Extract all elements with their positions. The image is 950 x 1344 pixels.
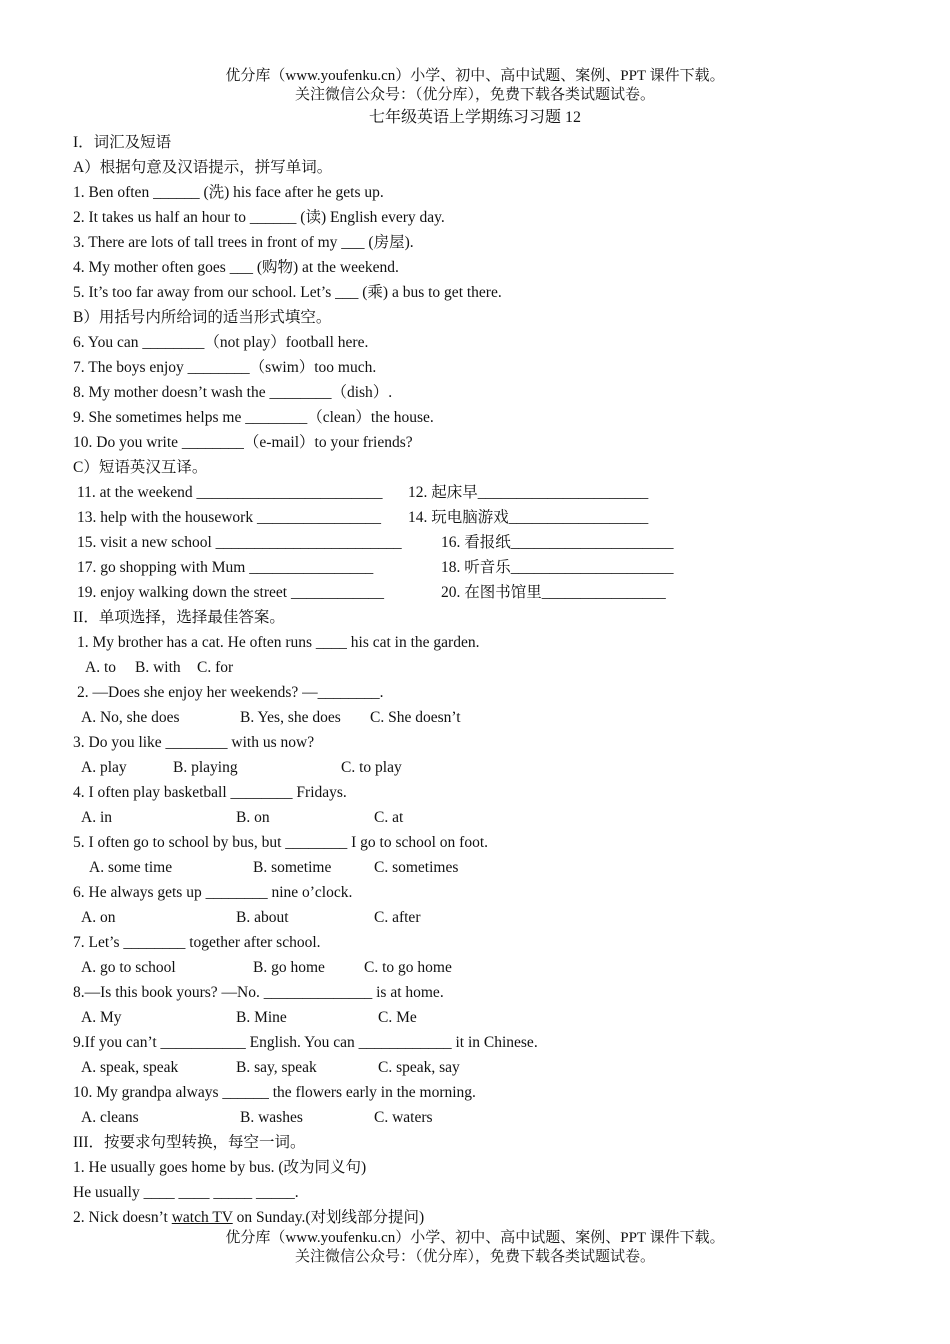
mc-question: 9.If you can’t ___________ English. You can ____________ it in Chinese.	[73, 1034, 538, 1051]
option-b: B. with	[135, 659, 181, 676]
option-a: A. in	[81, 809, 112, 826]
phrase-right: 12. 起床早______________________	[408, 484, 649, 501]
question-item: 8. My mother doesn’t wash the ________（dish）.	[73, 384, 393, 401]
footer-line-1: 优分库（www.youfenku.cn）小学、初中、高中试题、案例、PPT 课件下载。	[225, 1230, 725, 1246]
option-a: A. My	[81, 1009, 122, 1026]
header-line-1: 优分库（www.youfenku.cn）小学、初中、高中试题、案例、PPT 课件下载。	[225, 68, 725, 84]
question-item: 4. My mother often goes ___ (购物) at the weekend.	[73, 259, 399, 276]
mc-question: 1. My brother has a cat. He often runs ____ his cat in the garden.	[77, 634, 480, 651]
option-b: B. go home	[253, 959, 325, 976]
subsection-c-heading: C）短语英汉互译。	[73, 459, 208, 476]
question-item: 9. She sometimes helps me ________（clean）the house.	[73, 409, 434, 426]
phrase-right: 20. 在图书馆里________________	[441, 584, 666, 601]
option-c: C. sometimes	[374, 859, 459, 876]
section-heading-2: II．单项选择，选择最佳答案。	[73, 609, 285, 626]
phrase-right: 16. 看报纸_____________________	[441, 534, 674, 551]
question-item: 2. It takes us half an hour to ______ (读) English every day.	[73, 209, 445, 226]
option-c: C. at	[374, 809, 404, 826]
mc-question: 10. My grandpa always ______ the flowers early in the morning.	[73, 1084, 476, 1101]
section-heading-1: I．词汇及短语	[73, 134, 172, 151]
option-b: B. playing	[173, 759, 238, 776]
phrase-right: 18. 听音乐_____________________	[441, 559, 674, 576]
subsection-b-heading: B）用括号内所给词的适当形式填空。	[73, 309, 332, 326]
mc-question: 2. —Does she enjoy her weekends? —________.	[77, 684, 384, 701]
option-b: B. sometime	[253, 859, 332, 876]
option-c: C. to play	[341, 759, 402, 776]
question-item: 10. Do you write ________（e-mail）to your friends?	[73, 434, 413, 451]
option-a: A. on	[81, 909, 116, 926]
transform-question	[73, 1208, 424, 1228]
question-item: 5. It’s too far away from our school. Let’s ___ (乘) a bus to get there.	[73, 284, 502, 301]
option-b: B. Mine	[236, 1009, 287, 1026]
mc-question: 7. Let’s ________ together after school.	[73, 934, 321, 951]
option-c: C. after	[374, 909, 421, 926]
option-c: C. for	[197, 659, 234, 676]
option-b: B. about	[236, 909, 289, 926]
option-a: A. No, she does	[81, 709, 180, 726]
option-c: C. She doesn’t	[370, 709, 461, 726]
option-a: A. to	[85, 659, 116, 676]
option-a: A. cleans	[81, 1109, 139, 1126]
option-c: C. speak, say	[378, 1059, 460, 1076]
phrase-left: 19. enjoy walking down the street ____________	[77, 584, 384, 601]
underlined-phrase: watch TV	[171, 1209, 233, 1226]
option-c: C. Me	[378, 1009, 417, 1026]
question-text: 2. Nick doesn’t	[73, 1209, 172, 1226]
transform-question: 1. He usually goes home by bus. (改为同义句)	[73, 1159, 367, 1176]
question-item: 3. There are lots of tall trees in front of my ___ (房屋).	[73, 234, 414, 251]
option-a: A. play	[81, 759, 127, 776]
transform-answer-line: He usually ____ ____ _____ _____.	[73, 1184, 299, 1201]
option-c: C. to go home	[364, 959, 452, 976]
mc-question: 8.—Is this book yours? —No. ______________ is at home.	[73, 984, 444, 1001]
option-b: B. Yes, she does	[240, 709, 341, 726]
option-b: B. washes	[240, 1109, 303, 1126]
option-b: B. on	[236, 809, 270, 826]
phrase-left: 11. at the weekend ________________________	[77, 484, 383, 501]
option-a: A. some time	[89, 859, 173, 876]
option-b: B. say, speak	[236, 1059, 317, 1076]
footer-line-2: 关注微信公众号：（优分库），免费下载各类试题试卷。	[294, 1249, 655, 1265]
mc-question: 3. Do you like ________ with us now?	[73, 734, 315, 751]
phrase-left: 13. help with the housework ________________	[77, 509, 381, 526]
phrase-right: 14. 玩电脑游戏__________________	[408, 509, 649, 526]
question-text: on Sunday.(对划线部分提问)	[232, 1209, 425, 1226]
phrase-left: 15. visit a new school ________________________	[77, 534, 402, 551]
mc-question: 6. He always gets up ________ nine o’clock.	[73, 884, 353, 901]
phrase-left: 17. go shopping with Mum ________________	[77, 559, 374, 576]
question-item: 6. You can ________（not play）football here.	[73, 334, 369, 351]
option-a: A. speak, speak	[81, 1059, 179, 1076]
option-c: C. waters	[374, 1109, 433, 1126]
question-item: 7. The boys enjoy ________（swim）too much.	[73, 359, 377, 376]
header-line-2: 关注微信公众号：（优分库），免费下载各类试题试卷。	[294, 87, 655, 103]
option-a: A. go to school	[81, 959, 176, 976]
question-item: 1. Ben often ______ (洗) his face after he gets up.	[73, 184, 384, 201]
page-title: 七年级英语上学期练习习题 12	[368, 109, 581, 126]
section-heading-3: III．按要求句型转换，每空一词。	[73, 1134, 306, 1151]
mc-question: 5. I often go to school by bus, but ________ I go to school on foot.	[73, 834, 489, 851]
mc-question: 4. I often play basketball ________ Fridays.	[73, 784, 347, 801]
subsection-a-heading: A）根据句意及汉语提示，拼写单词。	[73, 159, 333, 176]
